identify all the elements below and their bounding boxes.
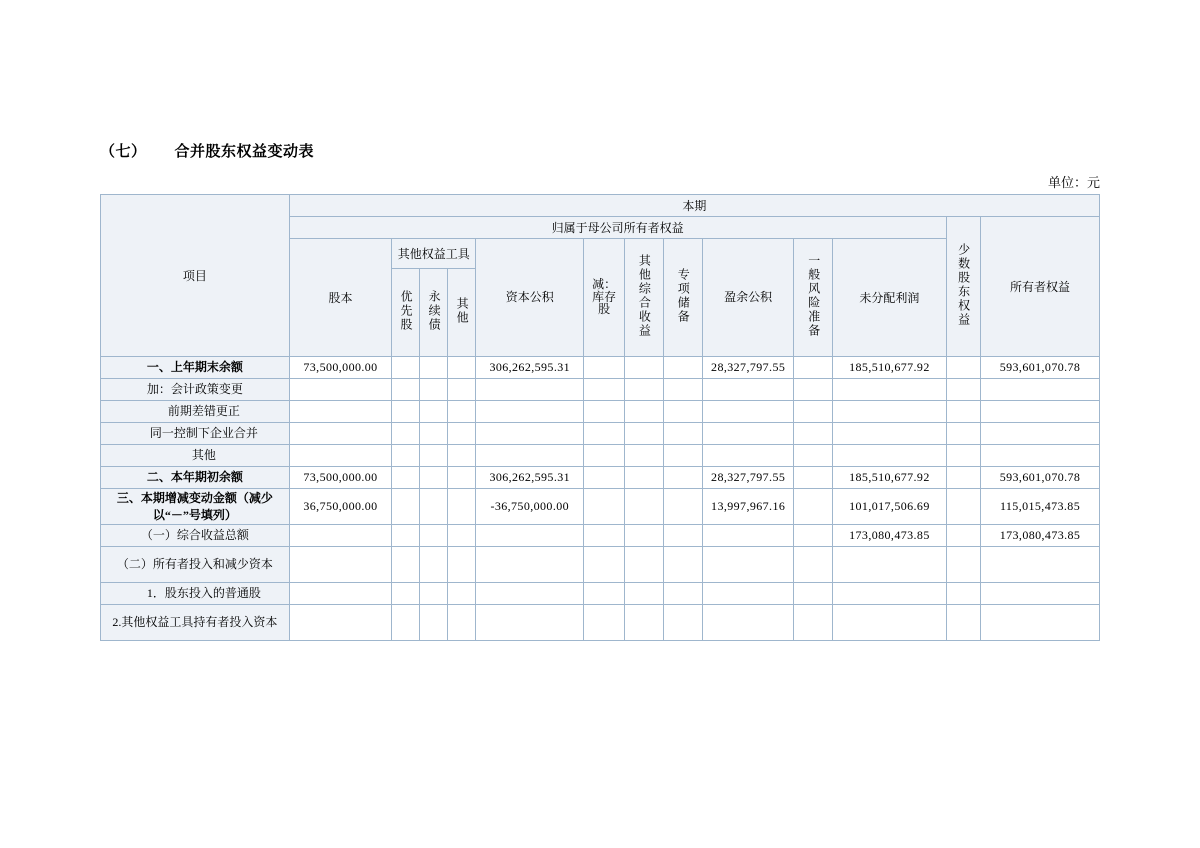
cell-surplus-reserve [702, 401, 794, 423]
cell-treasury [584, 467, 625, 489]
cell-minority [946, 583, 981, 605]
header-special-reserve-label: 专项储备 [676, 267, 691, 324]
cell-special-reserve [663, 605, 702, 641]
cell-treasury [584, 547, 625, 583]
cell-surplus-reserve [702, 605, 794, 641]
cell-total-equity [981, 445, 1100, 467]
header-item [101, 195, 290, 357]
cell-share-capital [289, 583, 391, 605]
cell-undistributed [833, 547, 946, 583]
header-share-capital-label: 股本 [328, 291, 353, 305]
cell-other-tool [448, 357, 476, 379]
header-minority-label: 少数股东权益 [956, 242, 971, 327]
cell-other-tool [448, 401, 476, 423]
row-label: 前期差错更正 [101, 401, 290, 423]
row-label: 其他 [101, 445, 290, 467]
cell-general-risk [794, 445, 833, 467]
cell-undistributed: 173,080,473.85 [833, 525, 946, 547]
cell-other-tool [448, 583, 476, 605]
cell-surplus-reserve [702, 423, 794, 445]
cell-surplus-reserve [702, 583, 794, 605]
cell-oci [625, 445, 664, 467]
cell-surplus-reserve: 28,327,797.55 [702, 467, 794, 489]
cell-capital-reserve [476, 547, 584, 583]
cell-surplus-reserve [702, 445, 794, 467]
cell-capital-reserve [476, 423, 584, 445]
cell-treasury [584, 605, 625, 641]
cell-treasury [584, 379, 625, 401]
header-surplus-reserve-label: 盈余公积 [724, 290, 773, 304]
cell-preferred [392, 445, 420, 467]
cell-undistributed [833, 445, 946, 467]
cell-share-capital [289, 605, 391, 641]
cell-undistributed [833, 423, 946, 445]
cell-total-equity [981, 379, 1100, 401]
cell-special-reserve [663, 423, 702, 445]
cell-total-equity [981, 605, 1100, 641]
cell-treasury [584, 423, 625, 445]
cell-other-tool [448, 547, 476, 583]
cell-perpetual [420, 467, 448, 489]
header-parent-equity: 归属于母公司所有者权益 [289, 217, 946, 239]
cell-other-tool [448, 525, 476, 547]
cell-minority [946, 605, 981, 641]
cell-oci [625, 423, 664, 445]
cell-special-reserve [663, 445, 702, 467]
cell-total-equity [981, 423, 1100, 445]
cell-other-tool [448, 379, 476, 401]
header-total-equity [981, 217, 1100, 357]
cell-minority [946, 489, 981, 525]
cell-capital-reserve [476, 401, 584, 423]
table-row [101, 489, 1100, 525]
header-preferred-stock [392, 269, 420, 357]
table-row [101, 547, 1100, 583]
cell-perpetual [420, 357, 448, 379]
row-label: 二、本年期初余额 [101, 467, 290, 489]
section-title-text: 合并股东权益变动表 [174, 144, 315, 160]
cell-perpetual [420, 489, 448, 525]
row-label: 1．股东投入的普通股 [101, 583, 290, 605]
cell-oci [625, 547, 664, 583]
header-item-label: 项目 [182, 269, 207, 283]
cell-treasury [584, 401, 625, 423]
cell-other-tool [448, 605, 476, 641]
cell-special-reserve [663, 583, 702, 605]
cell-capital-reserve [476, 605, 584, 641]
cell-other-tool [448, 489, 476, 525]
cell-total-equity [981, 401, 1100, 423]
cell-minority [946, 357, 981, 379]
cell-share-capital [289, 423, 391, 445]
table-row [101, 467, 1100, 489]
row-label: （一）综合收益总额 [101, 525, 290, 547]
table-row [101, 357, 1100, 379]
cell-share-capital: 73,500,000.00 [289, 357, 391, 379]
header-treasury-stock-label: 减：库存股 [592, 276, 617, 317]
cell-treasury [584, 445, 625, 467]
cell-preferred [392, 467, 420, 489]
cell-general-risk [794, 467, 833, 489]
row-label: 一、上年期末余额 [101, 357, 290, 379]
cell-capital-reserve [476, 379, 584, 401]
row-label: 加：会计政策变更 [101, 379, 290, 401]
cell-general-risk [794, 489, 833, 525]
cell-share-capital [289, 379, 391, 401]
header-capital-reserve-label: 资本公积 [505, 290, 554, 304]
row-label: 2.其他权益工具持有者投入资本 [101, 605, 290, 641]
cell-minority [946, 525, 981, 547]
cell-special-reserve [663, 357, 702, 379]
cell-preferred [392, 583, 420, 605]
cell-share-capital [289, 445, 391, 467]
cell-preferred [392, 357, 420, 379]
header-perpetual-bond-label: 永续债 [427, 289, 442, 332]
cell-total-equity: 593,601,070.78 [981, 357, 1100, 379]
cell-special-reserve [663, 401, 702, 423]
cell-general-risk [794, 605, 833, 641]
cell-treasury [584, 525, 625, 547]
cell-undistributed: 185,510,677.92 [833, 357, 946, 379]
cell-perpetual [420, 547, 448, 583]
cell-other-tool [448, 467, 476, 489]
cell-minority [946, 379, 981, 401]
cell-minority [946, 423, 981, 445]
cell-oci [625, 379, 664, 401]
cell-oci [625, 467, 664, 489]
cell-preferred [392, 423, 420, 445]
cell-oci [625, 489, 664, 525]
cell-preferred [392, 379, 420, 401]
table-row [101, 401, 1100, 423]
cell-general-risk [794, 357, 833, 379]
cell-undistributed [833, 583, 946, 605]
cell-share-capital: 73,500,000.00 [289, 467, 391, 489]
cell-perpetual [420, 583, 448, 605]
header-undistributed-profit [833, 239, 946, 357]
header-treasury-stock [584, 239, 625, 357]
table-row [101, 445, 1100, 467]
cell-general-risk [794, 547, 833, 583]
cell-oci [625, 605, 664, 641]
cell-surplus-reserve [702, 379, 794, 401]
row-label: （二）所有者投入和减少资本 [101, 547, 290, 583]
header-share-capital [289, 239, 391, 357]
table-row [101, 583, 1100, 605]
header-capital-reserve [476, 239, 584, 357]
cell-oci [625, 583, 664, 605]
cell-undistributed [833, 401, 946, 423]
row-label: 同一控制下企业合并 [101, 423, 290, 445]
cell-preferred [392, 489, 420, 525]
cell-capital-reserve [476, 525, 584, 547]
cell-share-capital [289, 547, 391, 583]
cell-perpetual [420, 401, 448, 423]
table-row [101, 379, 1100, 401]
cell-general-risk [794, 401, 833, 423]
cell-undistributed: 101,017,506.69 [833, 489, 946, 525]
unit-note: 单位：元 [1047, 175, 1100, 190]
cell-treasury [584, 583, 625, 605]
cell-perpetual [420, 445, 448, 467]
header-special-reserve [663, 239, 702, 357]
cell-total-equity [981, 583, 1100, 605]
cell-minority [946, 547, 981, 583]
cell-perpetual [420, 379, 448, 401]
header-minority [946, 217, 981, 357]
cell-surplus-reserve: 13,997,967.16 [702, 489, 794, 525]
cell-special-reserve [663, 489, 702, 525]
cell-capital-reserve: 306,262,595.31 [476, 467, 584, 489]
cell-capital-reserve [476, 583, 584, 605]
cell-capital-reserve: -36,750,000.00 [476, 489, 584, 525]
cell-general-risk [794, 423, 833, 445]
row-label: 三、本期增减变动金额（减少以“－”号填列） [101, 489, 290, 525]
cell-minority [946, 445, 981, 467]
header-other-equity-tools: 其他权益工具 [392, 239, 476, 269]
cell-capital-reserve [476, 445, 584, 467]
cell-minority [946, 401, 981, 423]
header-other-tool [448, 269, 476, 357]
header-period: 本期 [289, 195, 1099, 217]
cell-general-risk [794, 525, 833, 547]
table-row [101, 525, 1100, 547]
cell-perpetual [420, 525, 448, 547]
cell-preferred [392, 547, 420, 583]
header-other-tool-label: 其他 [455, 296, 470, 325]
cell-special-reserve [663, 379, 702, 401]
cell-total-equity: 593,601,070.78 [981, 467, 1100, 489]
cell-treasury [584, 357, 625, 379]
cell-undistributed [833, 379, 946, 401]
cell-surplus-reserve [702, 525, 794, 547]
table-row [101, 605, 1100, 641]
cell-total-equity: 173,080,473.85 [981, 525, 1100, 547]
cell-undistributed: 185,510,677.92 [833, 467, 946, 489]
cell-treasury [584, 489, 625, 525]
cell-oci [625, 525, 664, 547]
cell-minority [946, 467, 981, 489]
header-oci-label: 其他综合收益 [637, 253, 652, 338]
header-surplus-reserve [702, 239, 794, 357]
header-general-risk-reserve [794, 239, 833, 357]
equity-change-table [100, 194, 1100, 641]
cell-total-equity [981, 547, 1100, 583]
header-total-equity-label: 所有者权益 [1010, 280, 1071, 294]
cell-perpetual [420, 423, 448, 445]
cell-preferred [392, 525, 420, 547]
cell-undistributed [833, 605, 946, 641]
section-title [100, 140, 314, 161]
table-row [101, 423, 1100, 445]
cell-special-reserve [663, 525, 702, 547]
cell-special-reserve [663, 547, 702, 583]
cell-special-reserve [663, 467, 702, 489]
cell-general-risk [794, 379, 833, 401]
cell-preferred [392, 401, 420, 423]
cell-other-tool [448, 445, 476, 467]
cell-oci [625, 357, 664, 379]
cell-surplus-reserve [702, 547, 794, 583]
cell-total-equity: 115,015,473.85 [981, 489, 1100, 525]
header-perpetual-bond [420, 269, 448, 357]
cell-perpetual [420, 605, 448, 641]
cell-share-capital: 36,750,000.00 [289, 489, 391, 525]
cell-preferred [392, 605, 420, 641]
cell-capital-reserve: 306,262,595.31 [476, 357, 584, 379]
cell-general-risk [794, 583, 833, 605]
section-number: （七） [100, 144, 147, 160]
cell-other-tool [448, 423, 476, 445]
cell-share-capital [289, 401, 391, 423]
cell-oci [625, 401, 664, 423]
header-preferred-stock-label: 优先股 [399, 289, 414, 332]
header-oci [625, 239, 664, 357]
table-body [101, 357, 1100, 641]
cell-share-capital [289, 525, 391, 547]
header-general-risk-reserve-label: 一般风险准备 [806, 253, 821, 338]
cell-surplus-reserve: 28,327,797.55 [702, 357, 794, 379]
header-undistributed-profit-label: 未分配利润 [859, 291, 920, 305]
